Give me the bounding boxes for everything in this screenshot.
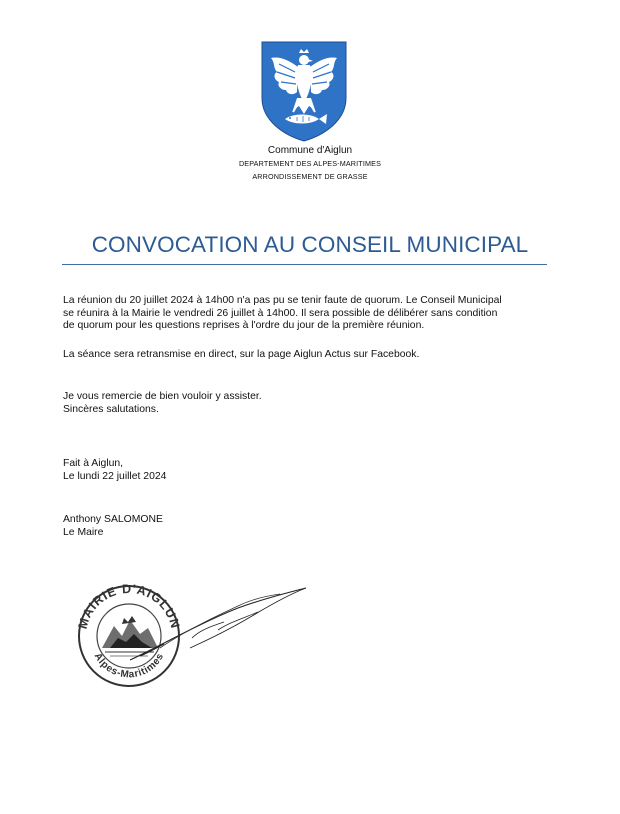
paragraph-line: de quorum pour les questions reprises à l'ordre du jour de la première réunion. (63, 320, 425, 332)
signatory-block (63, 514, 563, 539)
paragraph-broadcast (63, 349, 563, 362)
place-line: Fait à Aiglun, (63, 458, 124, 469)
stamp-top-text: MAIRIE D'AIGLUN (75, 581, 183, 631)
place-date-block (63, 458, 563, 483)
arrondissement-name: ARRONDISSEMENT DE GRASSE (252, 172, 368, 181)
paragraph-line: La séance sera retransmise en direct, sur la page Aiglun Actus sur Facebook. (63, 349, 420, 360)
handwritten-signature-icon (120, 578, 310, 668)
closing-line: Je vous remercie de bien vouloir y assister. (63, 391, 262, 402)
signatory-name: Anthony SALOMONE (63, 514, 163, 525)
date-line: Le lundi 22 juillet 2024 (63, 470, 167, 482)
paragraph-line: La réunion du 20 juillet 2024 à 14h00 n'a pas pu se tenir faute de quorum. Le Conseil Municipal (63, 295, 502, 306)
document-title: CONVOCATION AU CONSEIL MUNICIPAL (91, 232, 529, 257)
title-underline (62, 264, 547, 265)
departement-name: DEPARTEMENT DES ALPES-MARITIMES (238, 159, 382, 168)
paragraph-line: se réunira à la Mairie le vendredi 26 juillet à 14h00. Il sera possible de délibérer sans condition (63, 307, 498, 319)
closing-line: Sincères salutations. (63, 403, 159, 415)
signatory-role: Le Maire (63, 526, 104, 538)
commune-name: Commune d'Aiglun (267, 145, 353, 156)
stamp-bottom-text: Alpes-Maritimes (91, 651, 167, 681)
eagle-shield-icon (259, 40, 349, 142)
closing-block (63, 391, 563, 416)
paragraph-quorum (63, 295, 563, 333)
